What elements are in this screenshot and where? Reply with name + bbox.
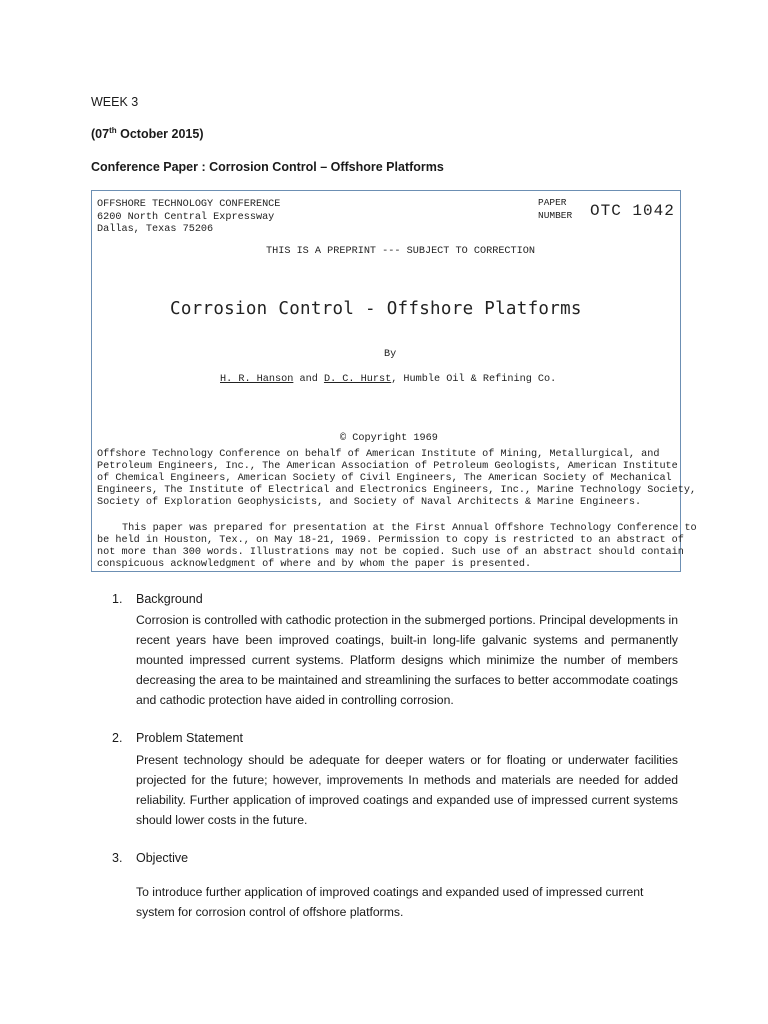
- permission-line: not more than 300 words. Illustrations may not be copied. Such use of an abstract should contain: [97, 547, 684, 558]
- conference-name: OFFSHORE TECHNOLOGY CONFERENCE: [97, 199, 281, 210]
- sponsor-line: Society of Exploration Geophysicists, and Society of Naval Architects & Marine Engineers.: [97, 497, 642, 508]
- conference-paper-title: Conference Paper : Corrosion Control – Offshore Platforms: [91, 160, 444, 174]
- author-hurst: D. C. Hurst: [323, 374, 392, 385]
- date-label: [91, 126, 203, 141]
- section-number: 1.: [112, 592, 123, 606]
- section-number: 2.: [112, 731, 123, 745]
- sponsor-line: Petroleum Engineers, Inc., The American Association of Petroleum Geologists, American Institute: [97, 461, 678, 472]
- section-heading-problem-statement: Problem Statement: [136, 731, 243, 745]
- date-suffix: October 2015): [116, 127, 204, 142]
- permission-line: conspicuous acknowledgment of where and by whom the paper is presented.: [97, 559, 532, 570]
- date-superscript: th: [109, 126, 117, 135]
- paper-title: Corrosion Control - Offshore Platforms: [170, 299, 582, 319]
- section-body-objective: To introduce further application of improved coatings and expanded used of impressed current system for corrosion control of offshore platforms.: [136, 885, 644, 919]
- conference-address-street: 6200 North Central Expressway: [97, 212, 275, 223]
- section-heading-background: Background: [136, 592, 203, 606]
- section-heading-objective: Objective: [136, 851, 189, 865]
- section-number: 3.: [112, 851, 123, 865]
- sponsor-line: Engineers, The Institute of Electrical and Electronics Engineers, Inc., Marine Technology Society,: [97, 485, 697, 496]
- conference-address-city: Dallas, Texas 75206: [97, 224, 214, 235]
- section-body-problem-statement: Present technology should be adequate for deeper waters or for floating or underwater facilities projected for the future; however, improvements In methods and materials are needed for added reliability. Further application of improved coatings and expanded use of impressed current systems should lower costs in the future.: [136, 753, 678, 827]
- paper-number: OTC 1042: [590, 202, 675, 220]
- week-label: WEEK 3: [91, 95, 139, 109]
- authors-line: [220, 374, 556, 385]
- author-hanson: H. R. Hanson: [220, 374, 294, 385]
- sponsor-line: of Chemical Engineers, American Society of Civil Engineers, The American Society of Mechanical: [97, 473, 672, 484]
- by-label: By: [384, 349, 397, 360]
- permission-line: be held in Houston, Tex., on May 18-21, 1969. Permission to copy is restricted to an abstract of: [97, 535, 684, 546]
- number-label: NUMBER: [538, 210, 573, 221]
- scanned-preprint-image: [91, 190, 697, 572]
- affiliation: , Humble Oil & Refining Co.: [391, 374, 557, 385]
- paper-label: PAPER: [538, 197, 567, 208]
- copyright-notice: © Copyright 1969: [340, 433, 438, 444]
- preprint-notice: THIS IS A PREPRINT --- SUBJECT TO CORRECTION: [266, 246, 535, 257]
- and-word: and: [293, 374, 324, 385]
- sponsor-line: Offshore Technology Conference on behalf of American Institute of Mining, Metallurgical, and: [97, 449, 660, 460]
- date-prefix: (07: [91, 127, 110, 142]
- permission-line: This paper was prepared for presentation at the First Annual Offshore Technology Conference to: [122, 523, 697, 534]
- section-body-background: Corrosion is controlled with cathodic protection in the submerged portions. Principal developments in recent years have been improved coatings, built-in long-life galvanic systems and permanently mounted impressed current systems. Platform designs which minimize the number of members decreasing the area to be maintained and streamlining the surfaces to better accommodate coatings and cathodic protection have aided in controlling corrosion.: [136, 613, 678, 707]
